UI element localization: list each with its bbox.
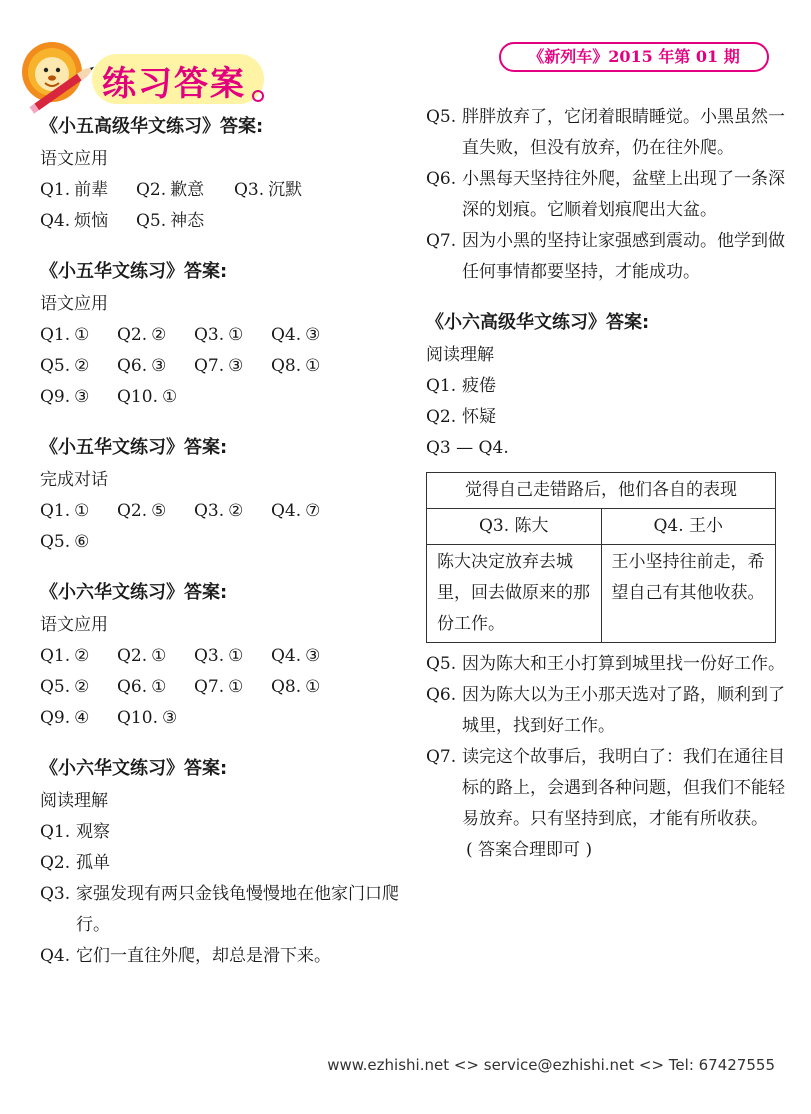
table-col-wang: Q4. 王小 [601,509,776,545]
answer-item [426,402,786,433]
answer-item [271,320,348,351]
answer-item [40,320,117,351]
answer-item [117,496,194,527]
question-number: Q7. [426,231,457,251]
question-number: Q6. [426,685,457,705]
answer-text: ③ [228,356,244,376]
answer-item [40,206,136,237]
answer-row [40,496,400,527]
question-number: Q4. [40,211,71,231]
answer-section [426,306,786,866]
answer-item [117,703,194,734]
answer-row [40,206,400,237]
question-number: Q3. [194,501,225,521]
answer-item [426,649,786,680]
answer-text: 歉意 [170,180,205,200]
answer-text: ② [228,501,244,521]
section-subtitle: 阅读理解 [40,791,108,811]
section-title: 《小五高级华文练习》答案: [40,116,264,137]
question-number: Q4. [271,325,302,345]
answer-row [40,641,400,672]
answer-text: ③ [305,325,321,345]
answer-text: ③ [305,646,321,666]
answer-item [426,102,786,164]
answer-text: ① [74,501,90,521]
answer-item [194,496,271,527]
answer-item [271,496,348,527]
answer-item [271,351,348,382]
answer-item [117,320,194,351]
question-number: Q4. [271,501,302,521]
question-number: Q2. [136,180,167,200]
page-title: 练习答案 [102,64,246,104]
section-title: 《小六华文练习》答案: [40,758,228,779]
answer-text: 沉默 [268,180,303,200]
question-number: Q3. [194,325,225,345]
answer-item [136,175,234,206]
answer-item [40,879,400,941]
answer-text: ① [151,677,167,697]
answer-text: ① [228,325,244,345]
answer-item [40,703,117,734]
answer-text: ③ [161,708,178,728]
answer-text: 前辈 [74,180,109,200]
table-cell-wang: 王小坚持往前走，希望自己有其他收获。 [601,545,776,643]
section-subtitle: 阅读理解 [426,345,494,365]
question-number: Q1. [40,180,71,200]
answer-text: ⑤ [151,501,167,521]
footer-contact: www.ezhishi.net <> service@ezhishi.net <> Tel: 67427555 [327,1056,775,1074]
section-subtitle: 完成对话 [40,470,108,490]
answer-item [40,527,117,558]
answer-text: ⑦ [305,501,321,521]
question-number: Q3. [234,180,265,200]
answer-item [40,941,400,972]
answer-item [136,206,234,237]
answer-row [40,175,400,206]
answer-item [117,382,194,413]
answer-item [40,848,400,879]
answer-section [40,431,400,558]
table-header: 觉得自己走错路后，他们各自的表现 [427,473,776,509]
question-number: Q2. [117,325,148,345]
q3-q4-label: Q3 — Q4. [426,438,509,458]
answer-section [40,110,400,237]
section-title: 《小五华文练习》答案: [40,437,228,458]
answer-text: 胖胖放弃了，它闭着眼睛睡觉。小黑虽然一直失败，但没有放弃，仍在往外爬。 [462,107,785,158]
answer-text: 孤单 [76,853,110,873]
answer-text: 读完这个故事后，我明白了：我们在通往目标的路上，会遇到各种问题，但我们不能轻易放弃。只有坚持到底，才能有所收获。 [462,747,785,829]
answer-item [40,351,117,382]
question-number: Q1. [40,646,71,666]
answer-text: ① [228,677,244,697]
question-number: Q4. [271,646,302,666]
answer-row [40,703,400,734]
question-number: Q3. [40,884,71,904]
section-title: 《小六高级华文练习》答案: [426,312,650,333]
answer-text: ① [161,387,178,407]
question-number: Q1. [40,501,71,521]
table-col-chen: Q3. 陈大 [427,509,602,545]
question-number: Q10. [117,387,158,407]
answer-text: 因为陈大以为王小那天选对了路，顺利到了城里，找到好工作。 [462,685,785,736]
section-title: 《小五华文练习》答案: [40,261,228,282]
answer-item [426,742,786,835]
answer-text: 疲倦 [462,376,496,396]
answer-item [426,226,786,288]
table-cell-chen: 陈大决定放弃去城里，回去做原来的那份工作。 [427,545,602,643]
answer-item [234,175,334,206]
section-logo [18,36,268,116]
answer-text: ② [151,325,167,345]
answer-text: ④ [74,708,90,728]
answer-item [40,175,136,206]
question-number: Q2. [40,853,71,873]
answer-item [117,672,194,703]
answer-text: 小黑每天坚持往外爬，盆壁上出现了一条深深的划痕。它顺着划痕爬出大盆。 [462,169,785,220]
answer-text: 烦恼 [74,211,109,231]
answer-item [194,672,271,703]
answer-text: 因为小黑的坚持让家强感到震动。他学到做任何事情都要坚持，才能成功。 [462,231,785,282]
answer-item [194,641,271,672]
question-number: Q3. [194,646,225,666]
answer-item [117,641,194,672]
question-number: Q9. [40,387,71,407]
answer-item [40,382,117,413]
question-number: Q6. [117,356,148,376]
section-subtitle: 语文应用 [40,149,108,169]
answer-item [40,672,117,703]
answer-row [40,672,400,703]
question-number: Q7. [194,677,225,697]
answer-text: ① [305,356,321,376]
question-number: Q1. [40,822,71,842]
answer-item [40,496,117,527]
answer-section [40,576,400,734]
answer-item [271,641,348,672]
answer-item [194,351,271,382]
question-number: Q8. [271,677,302,697]
answer-row [40,320,400,351]
question-number: Q10. [117,708,158,728]
right-column [426,107,786,884]
question-number: Q2. [117,501,148,521]
answer-item [40,817,400,848]
question-number: Q8. [271,356,302,376]
question-number: Q2. [117,646,148,666]
question-number: Q7. [194,356,225,376]
question-number: Q2. [426,407,457,427]
question-number: Q6. [117,677,148,697]
answer-item [271,672,348,703]
answer-text: ② [74,356,90,376]
question-number: Q1. [40,325,71,345]
answer-text: ① [151,646,167,666]
answer-text: 神态 [170,211,205,231]
answer-text: 因为陈大和王小打算到城里找一份好工作。 [462,654,785,674]
answer-text: 怀疑 [462,407,496,427]
question-number: Q7. [426,747,457,767]
answer-row [40,527,400,558]
section-subtitle: 语文应用 [40,615,108,635]
answer-text: ① [228,646,244,666]
answer-text: ⑥ [74,532,90,552]
answer-item [117,351,194,382]
answer-table [426,472,776,643]
answer-section [40,255,400,413]
question-number: Q5. [40,677,71,697]
question-number: Q5. [40,532,71,552]
answer-item [194,320,271,351]
answer-text: ② [74,646,90,666]
answer-item [426,371,786,402]
question-number: Q9. [40,708,71,728]
answer-item [426,680,786,742]
answer-section [40,752,400,972]
issue-badge: 《新列车》2015 年第 01 期 [499,42,769,72]
question-number: Q4. [40,946,71,966]
continued-answers [426,102,786,288]
answer-row [40,351,400,382]
section-subtitle: 语文应用 [40,294,108,314]
answer-text: 观察 [76,822,110,842]
answer-row [40,382,400,413]
answer-item [40,641,117,672]
answer-item [426,164,786,226]
answer-note: ( 答案合理即可 ) [466,840,593,860]
answer-text: ③ [74,387,90,407]
answer-text: ③ [151,356,167,376]
left-column [40,110,400,990]
answer-text: 家强发现有两只金钱龟慢慢地在他家门口爬行。 [76,884,399,935]
question-number: Q5. [40,356,71,376]
question-number: Q5. [136,211,167,231]
answer-text: 它们一直往外爬，却总是滑下来。 [76,946,331,966]
answer-text: ② [74,677,90,697]
answer-text: ① [305,677,321,697]
question-number: Q5. [426,654,457,674]
answer-text: ① [74,325,90,345]
question-number: Q1. [426,376,457,396]
question-number: Q6. [426,169,457,189]
question-number: Q5. [426,107,457,127]
section-title: 《小六华文练习》答案: [40,582,228,603]
